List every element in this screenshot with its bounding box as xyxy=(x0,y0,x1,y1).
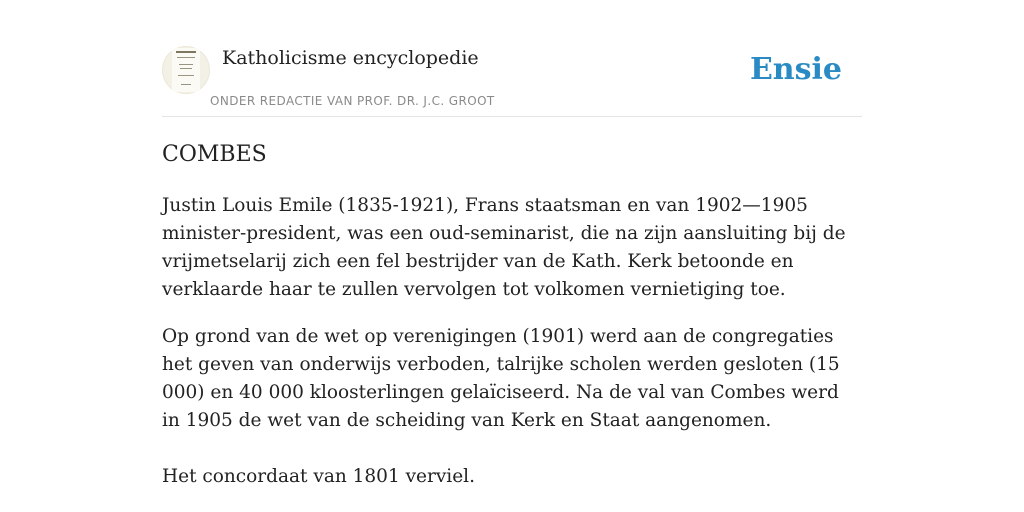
cover-line xyxy=(177,57,195,58)
entry-title: COMBES xyxy=(162,142,267,167)
cover-line xyxy=(178,75,194,76)
book-title[interactable]: Katholicisme encyclopedie xyxy=(222,47,479,69)
entry-paragraph: Het concordaat van 1801 verviel. xyxy=(162,466,475,487)
cover-line xyxy=(179,64,193,65)
entry-paragraph: Op grond van de wet op verenigingen (1901) werd aan de congregaties het geven van onderwijs verboden, talrijke scholen werden gesloten (15 000) en 40 000 kloosterlingen gelaïciseerd. Na de val van Combes werd in 1905 de wet van de scheiding van Kerk en Staat aangenomen. xyxy=(162,326,840,431)
header xyxy=(162,0,862,117)
entry-paragraph: Justin Louis Emile (1835-1921), Frans staatsman en van 1902—1905 minister-president, was een oud-seminarist, die na zijn aansluiting bij de vrijmetselarij zich een fel bestrijder van de Kath. Kerk betoonde en verklaarde haar te zullen vervolgen tot volkomen vernietiging toe. xyxy=(162,195,846,300)
cover-line xyxy=(180,68,192,69)
editor-credit: ONDER REDACTIE VAN PROF. DR. J.C. GROOT xyxy=(210,94,495,108)
cover-title-line xyxy=(176,51,196,53)
book-cover-thumbnail[interactable] xyxy=(162,46,210,94)
book-cover-icon xyxy=(172,48,200,92)
page-container xyxy=(162,0,862,487)
ensie-logo-link[interactable]: Ensie xyxy=(749,52,842,87)
cover-line xyxy=(181,84,191,85)
